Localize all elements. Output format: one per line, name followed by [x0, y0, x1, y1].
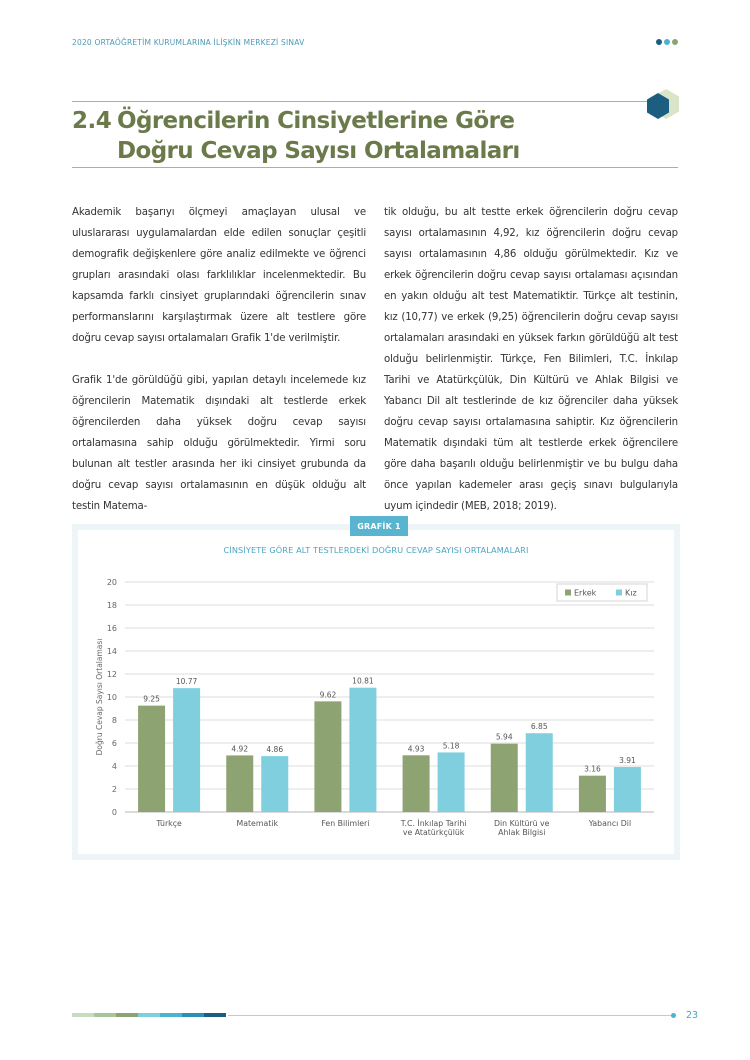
legend-label: Kız	[625, 588, 637, 598]
section-number: 2.4	[72, 108, 112, 134]
y-tick-label: 2	[111, 785, 117, 794]
footer-stripe	[160, 1013, 182, 1017]
data-label: 3.91	[619, 756, 636, 766]
body-column-right	[384, 202, 678, 538]
x-tick-label: T.C. İnkılap Tarihi	[400, 819, 467, 828]
bar-erkek	[403, 755, 430, 812]
bar-erkek	[491, 744, 518, 812]
title-rule-bottom	[72, 167, 678, 168]
chart-badge: GRAFİK 1	[350, 516, 408, 536]
header-dot	[656, 39, 662, 45]
y-tick-label: 4	[111, 762, 117, 771]
y-tick-label: 12	[106, 670, 117, 679]
y-tick-label: 6	[111, 739, 117, 748]
legend-swatch	[565, 590, 571, 596]
paragraph: tik olduğu, bu alt testte erkek öğrencilerin doğru cevap sayısı ortalamasının 4,92, kız öğrencilerin doğru cevap sayısı ortalamasının 4,86 olduğu görülmektedir. Kız ve erkek öğrencilerin doğru cevap sayısı ortalaması açısından en yakın olduğu alt test Matematiktir. Türkçe alt testinin, kız (10,77) ve erkek (9,25) öğrencilerin doğru cevap sayısı ortalamaları arasındaki en yüksek farkın görüldüğü alt test olduğu belirlenmiştir. Türkçe, Fen Bilimleri, T.C. İnkılap Tarihi ve Atatürkçülük, Din Kültürü ve Ahlak Bilgisi ve Yabancı Dil alt testlerinde de kız öğrenciler daha yüksek doğru cevap sayısı ortalamasına sahiptir. Kız öğrencilerin Matematik dışındaki tüm alt testlerde erkek öğrencilere göre daha başarılı olduğu belirlenmiştir ve bu bulgu daha önce yapılan kademeler arası geçiş sınavı bulgularıyla uyum içindedir (MEB, 2018; 2019).	[384, 207, 678, 512]
y-tick-label: 18	[106, 601, 117, 610]
bar-erkek	[579, 776, 606, 812]
footer-stripe	[94, 1013, 116, 1017]
bar-erkek	[138, 706, 165, 812]
y-tick-label: 16	[106, 624, 117, 633]
bar-kız	[173, 688, 200, 812]
x-tick-label: Yabancı Dil	[588, 819, 632, 828]
hexagon-icon	[644, 88, 680, 124]
header-dot	[664, 39, 670, 45]
bar-erkek	[314, 701, 341, 812]
y-tick-label: 0	[111, 808, 117, 817]
x-tick-label: Din Kültürü ve	[494, 819, 550, 828]
data-label: 10.77	[175, 677, 198, 687]
y-tick-label: 20	[106, 578, 117, 587]
page-number: 23	[686, 1010, 699, 1021]
bar-kız	[614, 767, 641, 812]
x-tick-label: ve Atatürkçülük	[402, 828, 465, 837]
footer-stripes	[72, 1013, 226, 1017]
footer-dot	[671, 1013, 676, 1018]
header-dot	[672, 39, 678, 45]
body-column-left	[72, 202, 366, 538]
x-tick-label: Matematik	[236, 819, 278, 828]
chart-title: CİNSİYETE GÖRE ALT TESTLERDEKİ DOĞRU CEVAP SAYISI ORTALAMALARI	[223, 545, 529, 555]
x-tick-label: Fen Bilimleri	[321, 819, 370, 828]
y-tick-label: 8	[111, 716, 117, 725]
footer-stripe	[138, 1013, 160, 1017]
paragraph: Grafik 1'de görüldüğü gibi, yapılan detaylı incelemede kız öğrencilerin Matematik dışındaki alt testlerde erkek öğrencilerden daha yüksek doğru cevap sayısı ortalamasına sahip olduğu görülmektedir. Yirmi soru bulunan alt testler arasında her iki cinsiyet grubunda da doğru cevap sayısı ortalamasının en düşük olduğu alt testin Matema-	[72, 375, 366, 512]
data-label: 9.25	[143, 694, 160, 704]
bar-erkek	[226, 755, 253, 812]
footer-stripe	[182, 1013, 204, 1017]
data-label: 6.85	[530, 722, 548, 732]
x-tick-label: Ahlak Bilgisi	[498, 828, 546, 837]
title-rule-top	[72, 101, 678, 102]
y-tick-label: 14	[106, 647, 117, 656]
data-label: 5.18	[442, 741, 460, 751]
data-label: 4.86	[266, 745, 284, 755]
y-axis-label: Doğru Cevap Sayısı Ortalaması	[95, 638, 104, 756]
legend-label: Erkek	[574, 588, 597, 598]
header-dots	[656, 39, 678, 45]
footer-line	[228, 1015, 672, 1016]
bar-kız	[349, 688, 376, 812]
bar-kız	[526, 733, 553, 812]
paragraph: Akademik başarıyı ölçmeyi amaçlayan ulusal ve uluslararası uygulamalardan elde edilen sonuçlar çeşitli demografik değişkenlere göre analiz edilmekte ve öğrenci grupları arasındaki olası farklılıklar incelenmektedir. Bu kapsamda farklı cinsiyet gruplarındaki öğrencilerin sınav performanslarını karşılaştırmak üzere alt testlere göre doğru cevap sayısı ortalamaları Grafik 1'de verilmiştir.	[72, 207, 366, 344]
data-label: 4.93	[407, 744, 425, 754]
data-label: 5.94	[495, 732, 513, 742]
running-header: 2020 ORTAÖĞRETİM KURUMLARINA İLİŞKİN MERKEZİ SINAV	[72, 38, 305, 47]
data-label: 3.16	[584, 764, 601, 774]
data-label: 10.81	[352, 676, 374, 686]
x-tick-label: Türkçe	[156, 819, 182, 828]
data-label: 9.62	[319, 690, 337, 700]
legend-swatch	[616, 590, 622, 596]
y-tick-label: 10	[106, 693, 117, 702]
section-title-line1: Öğrencilerin Cinsiyetlerine Göre	[117, 108, 515, 134]
footer-stripe	[72, 1013, 94, 1017]
data-label: 4.92	[231, 744, 249, 754]
footer-stripe	[116, 1013, 138, 1017]
bar-chart	[78, 560, 674, 850]
footer-stripe	[204, 1013, 226, 1017]
bar-kız	[261, 756, 288, 812]
section-title-line2: Doğru Cevap Sayısı Ortalamaları	[117, 138, 520, 164]
bar-kız	[438, 752, 465, 812]
